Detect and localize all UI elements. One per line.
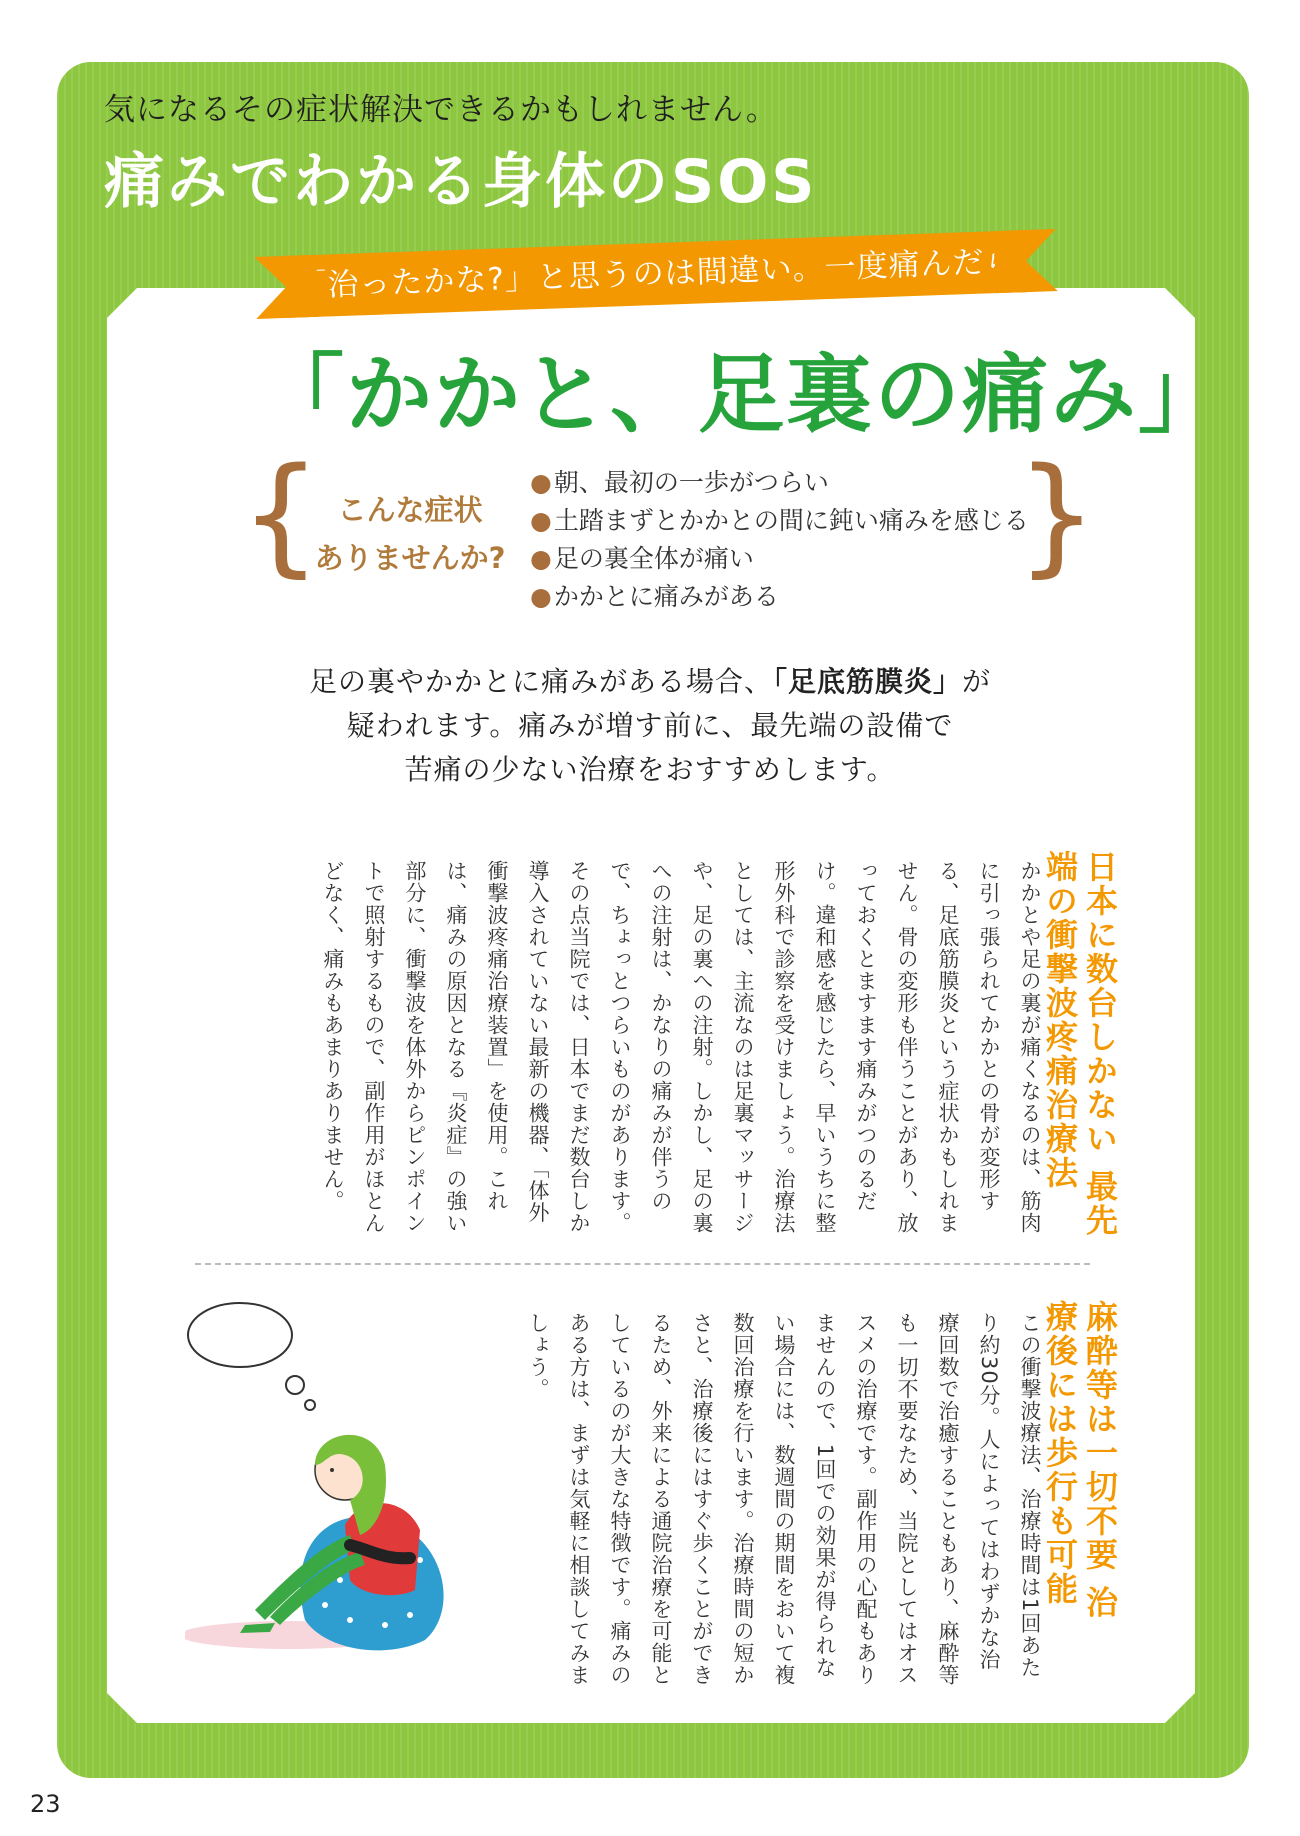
bullet-icon: ●	[530, 544, 552, 573]
symptom-question	[300, 486, 520, 582]
section2-heading: 麻酔等は一切不要 治療後には歩行も可能	[1041, 1300, 1119, 1620]
lead-line3: 苦痛の少ない治療をおすすめします。	[404, 753, 896, 786]
headline-ribbon: 「治ったかな?」と思うのは間違い。一度痛んだら病院へ	[284, 230, 1028, 318]
page-number: 23	[30, 1790, 61, 1818]
lead-line2: 疑われます。痛みが増す前に、最先端の設備で	[346, 709, 954, 742]
bullet-icon: ●	[530, 582, 552, 611]
section-divider	[195, 1263, 1090, 1265]
symptom-question-line1: こんな症状	[337, 493, 483, 527]
symptom-question-line2: ありませんか?	[314, 541, 506, 575]
symptom-list	[530, 464, 1029, 616]
bullet-icon: ●	[530, 468, 552, 497]
symptom-item: ●土踏まずとかかとの間に鈍い痛みを感じる	[530, 506, 1029, 535]
symptom-item: ●かかとに痛みがある	[530, 582, 779, 611]
symptom-item: ●朝、最初の一歩がつらい	[530, 468, 829, 497]
bullet-icon: ●	[530, 506, 552, 535]
symptom-item: ●足の裏全体が痛い	[530, 544, 754, 573]
section1-body: かかとや足の裏が痛くなるのは、筋肉に引っ張られてかかとの骨が変形する、足底筋膜炎という症状かもしれません。骨の変形も伴うことがあり、放っておくとますます痛みがつのるだけ。違和感を感じたら、早いうちに整形外科で診察を受けましょう。治療法としては、主流なのは足裏マッサージや、足の裏への注射。しかし、足の裏への注射は、かなりの痛みが伴うので、ちょっとつらいものがあります。その点当院では、日本でまだ数台しか導入されていない最新の機器、「体外衝撃波疼痛治療装置」を使用。これは、痛みの原因となる『炎症』の強い部分に、衝撃波を体外からピンポイントで照射するもので、副作用がほとんどなく、痛みもあまりありません。	[321, 860, 1042, 1234]
right-brace-icon: }	[1016, 441, 1098, 590]
series-kicker: 気になるその症状解決できるかもしれません。	[104, 92, 778, 128]
condition-name: 「足底筋膜炎」	[772, 665, 962, 698]
section2-body: この衝撃波療法、治療時間は1回あたり約30分。人によってはわずかな治療回数で治癒することもあり、麻酔等も一切不要なため、当院としてはオススメの治療です。副作用の心配もありませんので、1回での効果が得られない場合には、数週間の期間をおいて複数回治療を行います。治療時間の短かさと、治療後にはすぐ歩くことができるため、外来による通院治療を可能としているのが大きな特徴です。痛みのある方は、まずは気軽に相談してみましょう。	[526, 1312, 1042, 1686]
lead-paragraph	[200, 660, 1100, 792]
section1-heading: 日本に数台しかない 最先端の衝撃波疼痛治療法	[1041, 850, 1119, 1238]
lead-line1: 足の裏やかかとに痛みがある場合、「足底筋膜炎」が	[308, 665, 992, 698]
left-brace-icon: {	[240, 441, 322, 590]
page-title: 「かかと、足裏の痛み」	[258, 345, 1226, 445]
series-title: 痛みでわかる身体のSOS	[104, 147, 818, 217]
sitting-woman-illustration	[185, 1290, 455, 1660]
